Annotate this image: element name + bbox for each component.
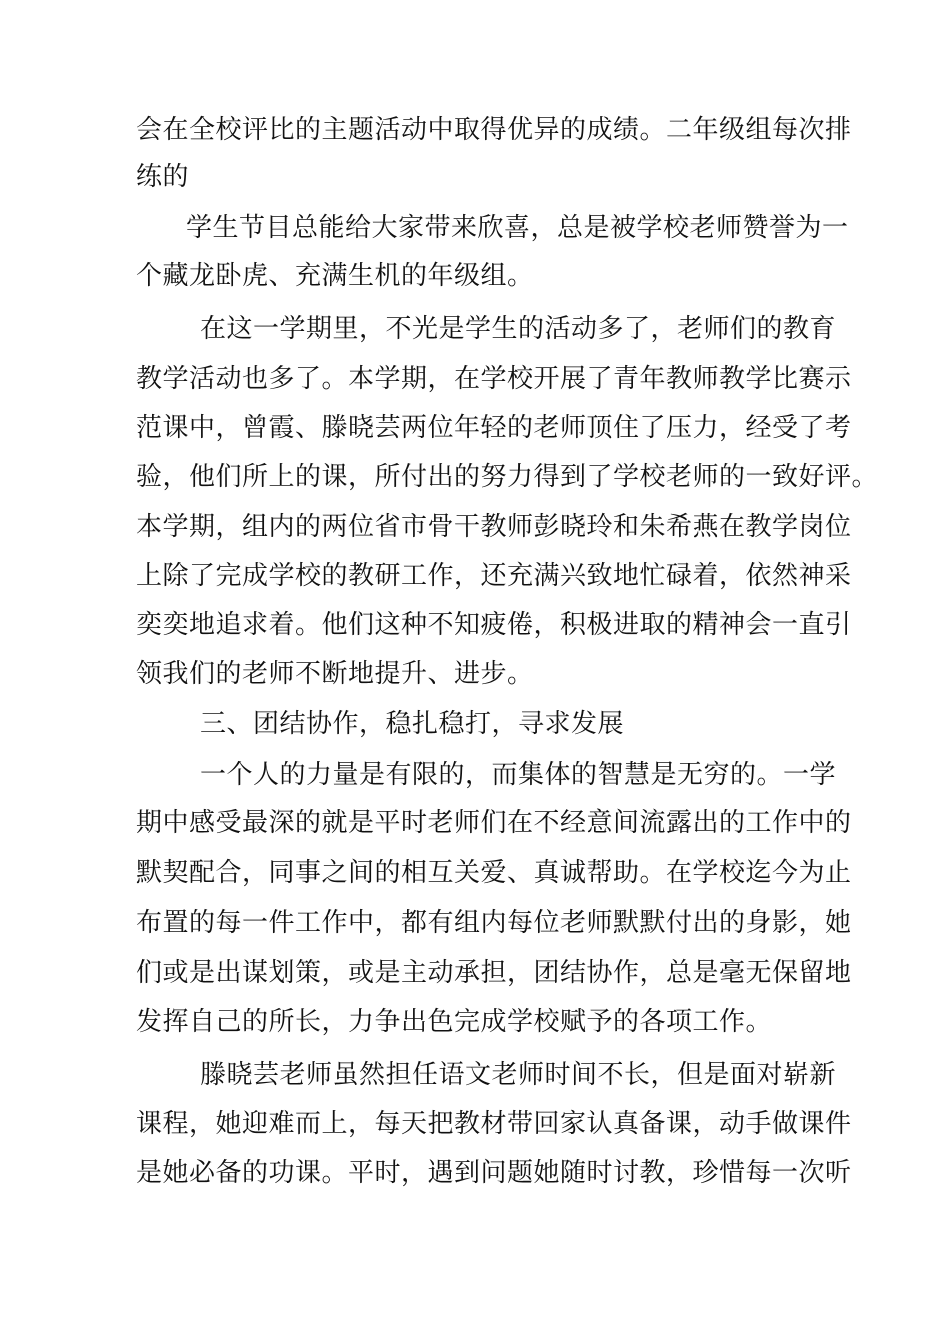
text-line: 教学活动也多了。本学期，在学校开展了青年教师教学比赛示 (136, 364, 852, 394)
text-line: 发挥自己的所长，力争出色完成学校赋予的各项工作。 (136, 1007, 773, 1037)
text-line: 布置的每一件工作中，都有组内每位老师默默付出的身影，她 (136, 908, 852, 938)
text-line: 本学期，组内的两位省市骨干教师彭晓玲和朱希燕在教学岗位 (136, 512, 852, 542)
text-line: 期中感受最深的就是平时老师们在不经意间流露出的工作中的 (136, 808, 852, 838)
text-line: 上除了完成学校的教研工作，还充满兴致地忙碌着，依然神采 (136, 561, 852, 591)
text-line: 范课中，曾霞、滕晓芸两位年轻的老师顶住了压力，经受了考 (136, 413, 852, 443)
text-line: 奕奕地追求着。他们这种不知疲倦，积极进取的精神会一直引 (136, 610, 852, 640)
section-heading: 三、团结协作，稳扎稳打，寻求发展 (200, 709, 625, 739)
text-line: 领我们的老师不断地提升、进步。 (136, 659, 534, 689)
text-line: 会在全校评比的主题活动中取得优异的成绩。二年级组每次排 (136, 115, 852, 145)
text-line: 练的 (136, 162, 190, 192)
text-line: 一个人的力量是有限的，而集体的智慧是无穷的。一学 (200, 760, 837, 790)
text-line: 学生节目总能给大家带来欣喜，总是被学校老师赞誉为一 (186, 213, 849, 243)
text-line: 们或是出谋划策，或是主动承担，团结协作，总是毫无保留地 (136, 958, 852, 988)
text-line: 默契配合，同事之间的相互关爱、真诚帮助。在学校迄今为止 (136, 858, 852, 888)
text-line: 个藏龙卧虎、充满生机的年级组。 (136, 261, 534, 291)
text-line: 验，他们所上的课，所付出的努力得到了学校老师的一致好评。 (136, 462, 879, 492)
text-line: 在这一学期里，不光是学生的活动多了，老师们的教育 (200, 314, 837, 344)
text-line: 滕晓芸老师虽然担任语文老师时间不长，但是面对崭新 (200, 1060, 837, 1090)
text-line: 是她必备的功课。平时，遇到问题她随时讨教，珍惜每一次听 (136, 1158, 852, 1188)
text-line: 课程，她迎难而上，每天把教材带回家认真备课，动手做课件 (136, 1109, 852, 1139)
